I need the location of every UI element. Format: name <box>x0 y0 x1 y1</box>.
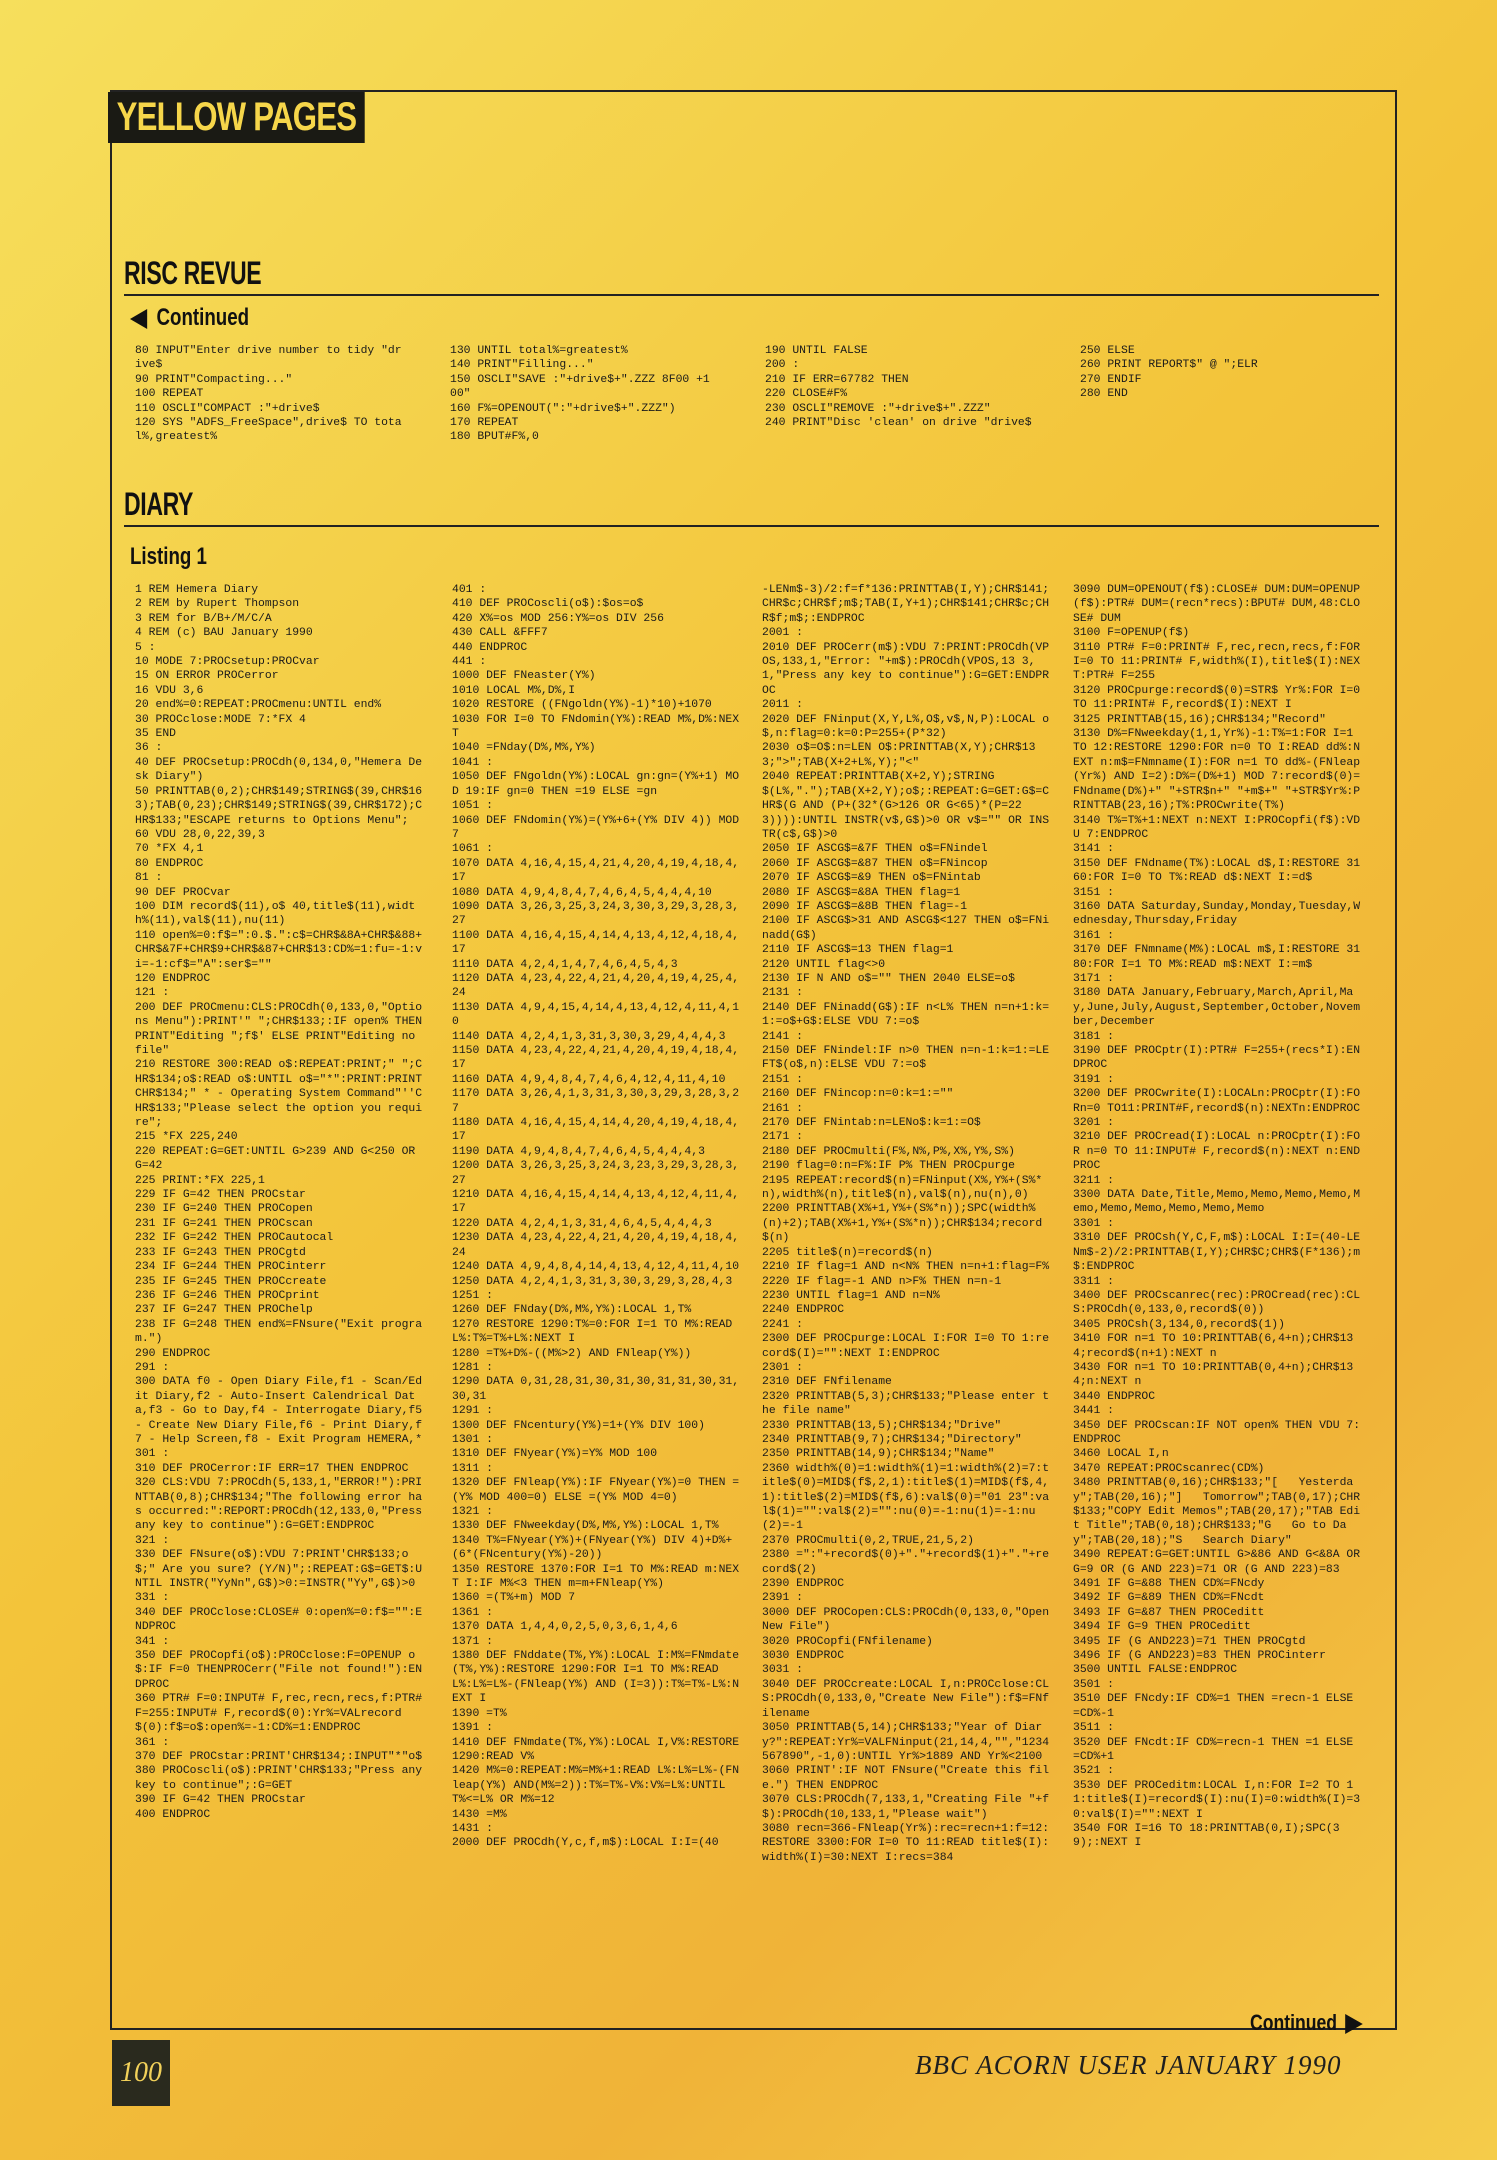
page-number: 100 <box>112 2040 170 2106</box>
continued-bottom <box>1250 2010 1363 2036</box>
arrow-left-icon <box>130 309 147 329</box>
risc-revue-listing-col-1: 80 INPUT"Enter drive number to tidy "drive$ 90 PRINT"Compacting..." 100 REPEAT 110 OSCLI"COMPACT :"+drive$ 120 SYS "ADFS_FreeSpace",drive$ TO total%,greatest% <box>135 345 402 444</box>
diary-heading: DIARY <box>124 486 194 522</box>
risc-revue-listing-col-4: 250 ELSE 260 PRINT REPORT$" @ ";ELR 270 ENDIF 280 END <box>1080 345 1258 401</box>
risc-revue-rule <box>124 294 1379 296</box>
listing-heading: Listing 1 <box>130 543 207 570</box>
diary-listing-col-2: 401 : 410 DEF PROCoscli(o$):$os=o$ 420 X%=os MOD 256:Y%=os DIV 256 430 CALL &FFF7 440 ENDPROC 441 : 1000 DEF FNeaster(Y%) 1010 LOCAL M%,D%,I 1020 RESTORE ((FNgoldn(Y%)-1)*10)+1070 1030 FOR I=0 TO FNdomin(Y%):READ M%,D%:NEXT 1040 =FNday(D%,M%,Y%) 1041 : 1050 DEF FNgoldn(Y%):LOCAL gn:gn=(Y%+1) MOD 19:IF gn=0 THEN =19 ELSE =gn 1051 : 1060 DEF FNdomin(Y%)=(Y%+6+(Y% DIV 4)) MOD 7 1061 : 1070 DATA 4,16,4,15,4,21,4,20,4,19,4,18,4,17 1080 DATA 4,9,4,8,4,7,4,6,4,5,4,4,4,10 1090 DATA 3,26,3,25,3,24,3,30,3,29,3,28,3,27 1100 DATA 4,16,4,15,4,14,4,13,4,12,4,18,4,17 1110 DATA 4,2,4,1,4,7,4,6,4,5,4,3 1120 DATA 4,23,4,22,4,21,4,20,4,19,4,25,4,24 1130 DATA 4,9,4,15,4,14,4,13,4,12,4,11,4,10 1140 DATA 4,2,4,1,3,31,3,30,3,29,4,4,4,3 1150 DATA 4,23,4,22,4,21,4,20,4,19,4,18,4,17 1160 DATA 4,9,4,8,4,7,4,6,4,12,4,11,4,10 1170 DATA 3,26,4,1,3,31,3,30,3,29,3,28,3,27 1180 DATA 4,16,4,15,4,14,4,20,4,19,4,18,4,17 1190 DATA 4,9,4,8,4,7,4,6,4,5,4,4,4,3 1200 DATA 3,26,3,25,3,24,3,23,3,29,3,28,3,27 1210 DATA 4,16,4,15,4,14,4,13,4,12,4,11,4,17 1220 DATA 4,2,4,1,3,31,4,6,4,5,4,4,4,3 1230 DATA 4,23,4,22,4,21,4,20,4,19,4,18,4,24 1240 DATA 4,9,4,8,4,14,4,13,4,12,4,11,4,10 1250 DATA 4,2,4,1,3,31,3,30,3,29,3,28,4,3 1251 : 1260 DEF FNday(D%,M%,Y%):LOCAL 1,T% 1270 RESTORE 1290:T%=0:FOR I=1 TO M%:READ L%:T%=T%+L%:NEXT I 1280 =T%+D%-((M%>2) AND FNleap(Y%)) 1281 : 1290 DATA 0,31,28,31,30,31,30,31,31,30,31,30,31 1291 : 1300 DEF FNcentury(Y%)=1+(Y% DIV 100) 1301 : 1310 DEF FNyear(Y%)=Y% MOD 100 1311 : 1320 DEF FNleap(Y%):IF FNyear(Y%)=0 THEN =(Y% MOD 400=0) ELSE =(Y% MOD 4=0) 1321 : 1330 DEF FNweekday(D%,M%,Y%):LOCAL 1,T% 1340 T%=FNyear(Y%)+(FNyear(Y%) DIV 4)+D%+(6*(FNcentury(Y%)-20)) 1350 RESTORE 1370:FOR I=1 TO M%:READ m:NEXT I:IF M%<3 THEN m=m+FNleap(Y%) 1360 =(T%+m) MOD 7 1361 : 1370 DATA 1,4,4,0,2,5,0,3,6,1,4,6 1371 : 1380 DEF FNddate(T%,Y%):LOCAL I:M%=FNmdate(T%,Y%):RESTORE 1290:FOR I=1 TO M%:READ L%:L%=L%-(FNleap(Y%) AND (I=3)):T%=T%-L%:NEXT I 1390 =T% 1391 : 1410 DEF FNmdate(T%,Y%):LOCAL I,V%:RESTORE 1290:READ V% 1420 M%=0:REPEAT:M%=M%+1:READ L%:L%=L%-(FNleap(Y%) AND(M%=2)):T%=T%-V%:V%=L%:UNTIL T%<=L% OR M%=12 1430 =M% 1431 : 2000 DEF PROCdh(Y,c,f,m$):LOCAL I:I=(40 <box>452 584 740 1850</box>
arrow-right-icon <box>1345 2014 1363 2034</box>
risc-revue-heading: RISC REVUE <box>124 255 262 291</box>
risc-revue-continued <box>130 304 249 332</box>
risc-revue-listing-col-2: 130 UNTIL total%=greatest% 140 PRINT"Filling..." 150 OSCLI"SAVE :"+drive$+".ZZZ 8F00 +1 00" 160 F%=OPENOUT(":"+drive$+".ZZZ") 170 REPEAT 180 BPUT#F%,0 <box>450 345 710 444</box>
continued-bottom-label: Continued <box>1250 2010 1338 2035</box>
diary-listing-col-3: -LENm$-3)/2:f=f*136:PRINTTAB(I,Y);CHR$141;CHR$c;CHR$f;m$;TAB(I,Y+1);CHR$141;CHR$c;CHR$f;m$;:ENDPROC 2001 : 2010 DEF PROCerr(m$):VDU 7:PRINT:PROCdh(VPOS,133,1,"Error: "+m$):PROCdh(VPOS,13 3,1,"Press any key to continue"):G=GET:ENDPROC 2011 : 2020 DEF FNinput(X,Y,L%,O$,v$,N,P):LOCAL o$,n:flag=0:k=0:P=255+(P*32) 2030 o$=O$:n=LEN O$:PRINTTAB(X,Y);CHR$133;">";TAB(X+2+L%,Y);"<" 2040 REPEAT:PRINTTAB(X+2,Y);STRING$(L%,".");TAB(X+2,Y);o$;:REPEAT:G=GET:G$=CHR$(G AND (P+(32*(G>126 OR G<65)*(P=223)))):UNTIL INSTR(v$,G$)>0 OR v$="" OR INSTR(c$,G$)>0 2050 IF ASCG$=&7F THEN o$=FNindel 2060 IF ASCG$=&87 THEN o$=FNincop 2070 IF ASCG$=&9 THEN o$=FNintab 2080 IF ASCG$=&8A THEN flag=1 2090 IF ASCG$=&8B THEN flag=-1 2100 IF ASCG$>31 AND ASCG$<127 THEN o$=FNinadd(G$) 2110 IF ASCG$=13 THEN flag=1 2120 UNTIL flag<>0 2130 IF N AND o$="" THEN 2040 ELSE=o$ 2131 : 2140 DEF FNinadd(G$):IF n<L% THEN n=n+1:k=1:=o$+G$:ELSE VDU 7:=o$ 2141 : 2150 DEF FNindel:IF n>0 THEN n=n-1:k=1:=LEFT$(o$,n):ELSE VDU 7:=o$ 2151 : 2160 DEF FNincop:n=0:k=1:="" 2161 : 2170 DEF FNintab:n=LENo$:k=1:=O$ 2171 : 2180 DEF PROCmulti(F%,N%,P%,X%,Y%,S%) 2190 flag=0:n=F%:IF P% THEN PROCpurge 2195 REPEAT:record$(n)=FNinput(X%,Y%+(S%*n),width%(n),title$(n),val$(n),nu(n),0) 2200 PRINTTAB(X%+1,Y%+(S%*n));SPC(width%(n)+2);TAB(X%+1,Y%+(S%*n));CHR$134;record$(n) 2205 title$(n)=record$(n) 2210 IF flag=1 AND n<N% THEN n=n+1:flag=F% 2220 IF flag=-1 AND n>F% THEN n=n-1 2230 UNTIL flag=1 AND n=N% 2240 ENDPROC 2241 : 2300 DEF PROCpurge:LOCAL I:FOR I=0 TO 1:record$(I)="":NEXT I:ENDPROC 2301 : 2310 DEF FNfilename 2320 PRINTTAB(5,3);CHR$133;"Please enter the file name" 2330 PRINTTAB(13,5);CHR$134;"Drive" 2340 PRINTTAB(9,7);CHR$134;"Directory" 2350 PRINTTAB(14,9);CHR$134;"Name" 2360 width%(0)=1:width%(1)=1:width%(2)=7:title$(0)=MID$(f$,2,1):title$(1)=MID$(f$,4,1):title$(2)=MID$(f$,6):val$(0)="01 23":val$(1)="":val$(2)="":nu(0)=-1:nu(1)=-1:nu(2)=-1 2370 PROCmulti(0,2,TRUE,21,5,2) 2380 =":"+record$(0)+"."+record$(1)+"."+record$(2) 2390 ENDPROC 2391 : 3000 DEF PROCopen:CLS:PROCdh(0,133,0,"Open New File") 3020 PROCopfi(FNfilename) 3030 ENDPROC 3031 : 3040 DEF PROCcreate:LOCAL I,n:PROCclose:CLS:PROCdh(0,133,0,"Create New File"):f$=FNfilename 3050 PRINTTAB(5,14);CHR$133;"Year of Diary?":REPEAT:Yr%=VALFNinput(21,14,4,"","1234567890",-1,0):UNTIL Yr%>1889 AND Yr%<2100 3060 PRINT':IF NOT FNsure("Create this file.") THEN ENDPROC 3070 CLS:PROCdh(7,133,1,"Creating File "+f$):PROCdh(10,133,1,"Please wait") 3080 recn=366-FNleap(Yr%):rec=recn+1:f=12:RESTORE 3300:FOR I=0 TO 11:READ title$(I):width%(I)=30:NEXT I:recs=384 <box>762 584 1050 1864</box>
page-title: YELLOW PAGES <box>108 92 365 143</box>
continued-label: Continued <box>156 304 250 331</box>
publication-footer: BBC ACORN USER JANUARY 1990 <box>915 2050 1342 2080</box>
diary-listing-col-1: 1 REM Hemera Diary 2 REM by Rupert Thompson 3 REM for B/B+/M/C/A 4 REM (c) BAU January 1990 5 : 10 MODE 7:PROCsetup:PROCvar 15 ON ERROR PROCerror 16 VDU 3,6 20 end%=0:REPEAT:PROCmenu:UNTIL end% 30 PROCclose:MODE 7:*FX 4 35 END 36 : 40 DEF PROCsetup:PROCdh(0,134,0,"Hemera Desk Diary") 50 PRINTTAB(0,2);CHR$149;STRING$(39,CHR$163);TAB(0,23);CHR$149;STRING$(39,CHR$172);CHR$133;"ESCAPE returns to Options Menu"; 60 VDU 28,0,22,39,3 70 *FX 4,1 80 ENDPROC 81 : 90 DEF PROCvar 100 DIM record$(11),o$ 40,title$(11),width%(11),val$(11),nu(11) 110 open%=0:f$=":0.$.":c$=CHR$&8A+CHR$&88+CHR$&7F+CHR$9+CHR$&87+CHR$13:CD%=1:fu=-1:vi=-1:cf$="A":ser$="" 120 ENDPROC 121 : 200 DEF PROCmenu:CLS:PROCdh(0,133,0,"Options Menu"):PRINT'" ";CHR$133;:IF open% THEN PRINT"Editing ";f$' ELSE PRINT"Editing no file" 210 RESTORE 300:READ o$:REPEAT:PRINT;" ";CHR$134;o$:READ o$:UNTIL o$="*":PRINT:PRINTCHR$134;" * - Operating System Command"''CHR$133;"Please select the option you require"; 215 *FX 225,240 220 REPEAT:G=GET:UNTIL G>239 AND G<250 OR G=42 225 PRINT:*FX 225,1 229 IF G=42 THEN PROCstar 230 IF G=240 THEN PROCopen 231 IF G=241 THEN PROCscan 232 IF G=242 THEN PROCautocal 233 IF G=243 THEN PROCgtd 234 IF G=244 THEN PROCinterr 235 IF G=245 THEN PROCcreate 236 IF G=246 THEN PROCprint 237 IF G=247 THEN PROChelp 238 IF G=248 THEN end%=FNsure("Exit program.") 290 ENDPROC 291 : 300 DATA f0 - Open Diary File,f1 - Scan/Edit Diary,f2 - Auto-Insert Calendrical Data,f3 - Go to Day,f4 - Interrogate Diary,f5 - Create New Diary File,f6 - Print Diary,f7 - Help Screen,f8 - Exit Program HEMERA,* 301 : 310 DEF PROCerror:IF ERR=17 THEN ENDPROC 320 CLS:VDU 7:PROCdh(5,133,1,"ERROR!"):PRINTTAB(0,8);CHR$134;"The following error has occurred:":REPORT:PROCdh(12,133,0,"Press any key to continue"):G=GET:ENDPROC 321 : 330 DEF FNsure(o$):VDU 7:PRINT'CHR$133;o$;" Are you sure? (Y/N)";:REPEAT:G$=GET$:UNTIL INSTR("YyNn",G$)>0:=INSTR("Yy",G$)>0 331 : 340 DEF PROCclose:CLOSE# 0:open%=0:f$="":ENDPROC 341 : 350 DEF PROCopfi(o$):PROCclose:F=OPENUP o$:IF F=0 THENPROCerr("File not found!"):ENDPROC 360 PTR# F=0:INPUT# F,rec,recn,recs,f:PTR# F=255:INPUT# F,record$(0):Yr%=VALrecord$(0):f$=o$:open%=-1:CD%=1:ENDPROC 361 : 370 DEF PROCstar:PRINT'CHR$134;:INPUT"*"o$ 380 PROCoscli(o$):PRINT'CHR$133;"Press any key to continue";:G=GET 390 IF G=42 THEN PROCstar 400 ENDPROC <box>135 584 423 1821</box>
risc-revue-listing-col-3: 190 UNTIL FALSE 200 : 210 IF ERR=67782 THEN 220 CLOSE#F% 230 OSCLI"REMOVE :"+drive$+".ZZZ" 240 PRINT"Disc 'clean' on drive "drive$ <box>765 345 1032 430</box>
diary-listing-col-4: 3090 DUM=OPENOUT(f$):CLOSE# DUM:DUM=OPENUP(f$):PTR# DUM=(recn*recs):BPUT# DUM,48:CLOSE# DUM 3100 F=OPENUP(f$) 3110 PTR# F=0:PRINT# F,rec,recn,recs,f:FOR I=0 TO 11:PRINT# F,width%(I),title$(I):NEXT:PTR# F=255 3120 PROCpurge:record$(0)=STR$ Yr%:FOR I=0 TO 11:PRINT# F,record$(I):NEXT I 3125 PRINTTAB(15,16);CHR$134;"Record" 3130 D%=FNweekday(1,1,Yr%)-1:T%=1:FOR I=1 TO 12:RESTORE 1290:FOR n=0 TO I:READ dd%:NEXT n:m$=FNmname(I):FOR n=1 TO dd%-(FNleap(Yr%) AND I=2):D%=(D%+1) MOD 7:record$(0)=FNdname(D%)+" "+STR$n+" "+m$+" "+STR$Yr%:PRINTTAB(23,16);T%:PROCwrite(T%) 3140 T%=T%+1:NEXT n:NEXT I:PROCopfi(f$):VDU 7:ENDPROC 3141 : 3150 DEF FNdname(T%):LOCAL d$,I:RESTORE 3160:FOR I=0 TO T%:READ d$:NEXT I:=d$ 3151 : 3160 DATA Saturday,Sunday,Monday,Tuesday,Wednesday,Thursday,Friday 3161 : 3170 DEF FNmname(M%):LOCAL m$,I:RESTORE 3180:FOR I=1 TO M%:READ m$:NEXT I:=m$ 3171 : 3180 DATA January,February,March,April,May,June,July,August,September,October,November,December 3181 : 3190 DEF PROCptr(I):PTR# F=255+(recs*I):ENDPROC 3191 : 3200 DEF PROCwrite(I):LOCALn:PROCptr(I):FORn=0 TO11:PRINT#F,record$(n):NEXTn:ENDPROC 3201 : 3210 DEF PROCread(I):LOCAL n:PROCptr(I):FOR n=0 TO 11:INPUT# F,record$(n):NEXT n:ENDPROC 3211 : 3300 DATA Date,Title,Memo,Memo,Memo,Memo,Memo,Memo,Memo,Memo,Memo,Memo 3301 : 3310 DEF PROCsh(Y,C,F,m$):LOCAL I:I=(40-LENm$-2)/2:PRINTTAB(I,Y);CHR$C;CHR$(F*136);m$:ENDPROC 3311 : 3400 DEF PROCscanrec(rec):PROCread(rec):CLS:PROCdh(0,133,0,record$(0)) 3405 PROCsh(3,134,0,record$(1)) 3410 FOR n=1 TO 10:PRINTTAB(6,4+n);CHR$134;record$(n+1):NEXT n 3430 FOR n=1 TO 10:PRINTTAB(0,4+n);CHR$134;n:NEXT n 3440 ENDPROC 3441 : 3450 DEF PROCscan:IF NOT open% THEN VDU 7:ENDPROC 3460 LOCAL I,n 3470 REPEAT:PROCscanrec(CD%) 3480 PRINTTAB(0,16);CHR$133;"[ Yesterday";TAB(20,16);"] Tomorrow";TAB(0,17);CHR$133;"COPY Edit Memos";TAB(20,17);"TAB Edit Title";TAB(0,18);CHR$133;"G Go to Day";TAB(20,18);"S Search Diary" 3490 REPEAT:G=GET:UNTIL G>&86 AND G<&8A OR G=9 OR (G AND 223)=71 OR (G AND 223)=83 3491 IF G=&88 THEN CD%=FNcdy 3492 IF G=&89 THEN CD%=FNcdt 3493 IF G=&87 THEN PROCeditt 3494 IF G=9 THEN PROCeditt 3495 IF (G AND223)=71 THEN PROCgtd 3496 IF (G AND223)=83 THEN PROCinterr 3500 UNTIL FALSE:ENDPROC 3501 : 3510 DEF FNcdy:IF CD%=1 THEN =recn-1 ELSE =CD%-1 3511 : 3520 DEF FNcdt:IF CD%=recn-1 THEN =1 ELSE =CD%+1 3521 : 3530 DEF PROCeditm:LOCAL I,n:FOR I=2 TO 11:title$(I)=record$(I):nu(I)=0:width%(I)=30:val$(I)="":NEXT I 3540 FOR I=16 TO 18:PRINTTAB(0,I);SPC(39);:NEXT I <box>1073 584 1361 1850</box>
diary-rule <box>124 525 1379 527</box>
